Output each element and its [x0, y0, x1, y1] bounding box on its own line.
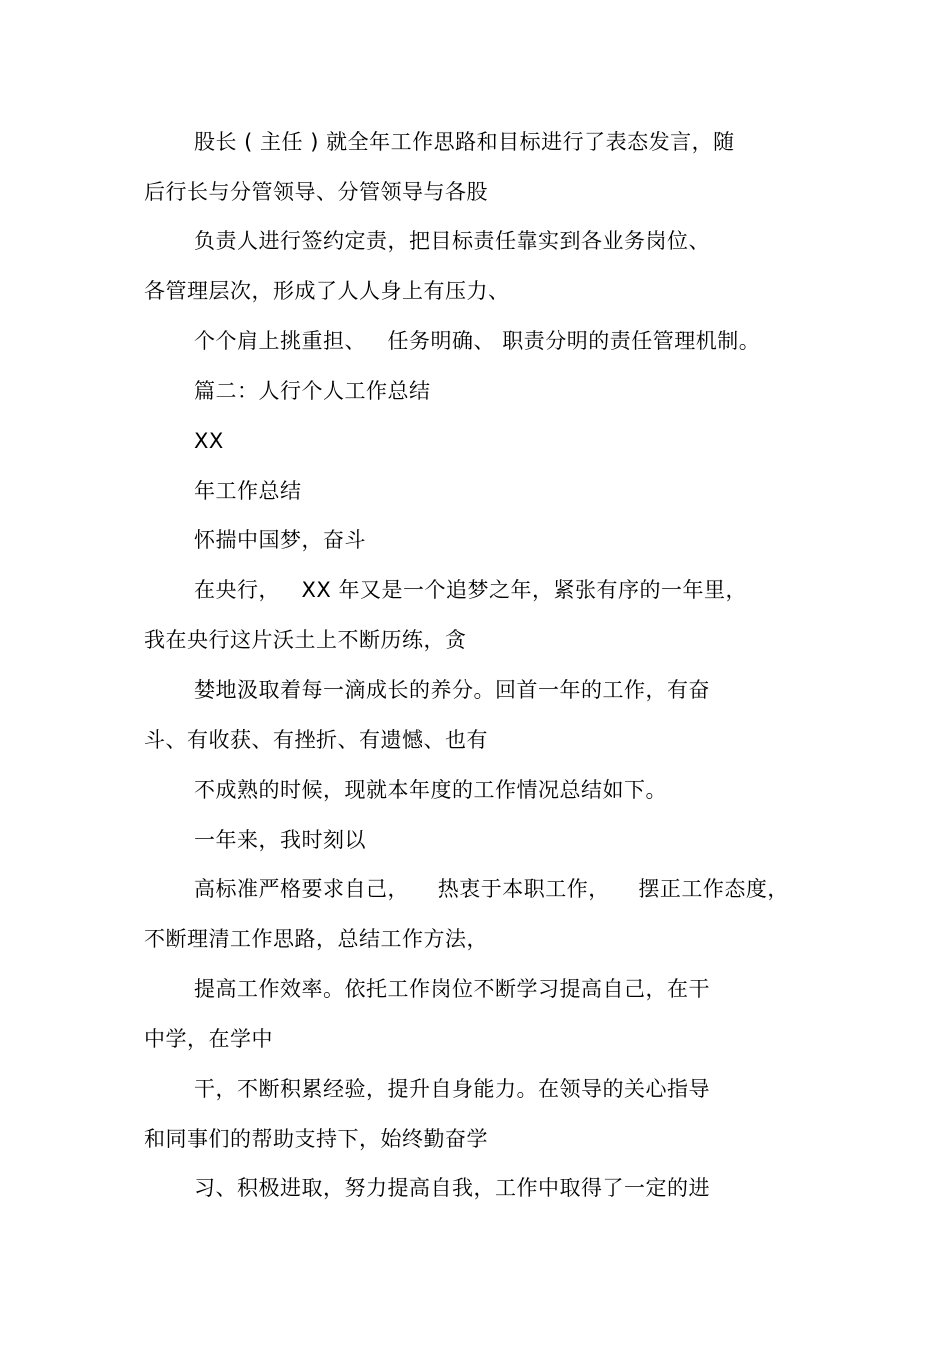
text-line-14: 不成熟的时候，现就本年度的工作情况总结如下。 [194, 778, 667, 802]
text-line-15: 一年来，我时刻以 [194, 828, 366, 852]
text-line-5: 个个肩上挑重担、 任务明确、 职责分明的责任管理机制。 [194, 329, 761, 353]
text-line-22: 习、积极进取，努力提高自我，工作中取得了一定的进 [194, 1176, 710, 1200]
text-line-1: 股长 ( 主任 ) 就全年工作思路和目标进行了表态发言，随 [194, 130, 735, 154]
text-line-10: 在央行， XX 年又是一个追梦之年，紧张有序的一年里， [194, 578, 747, 602]
text-line-18: 提高工作效率。依托工作岗位不断学习提高自己，在干 [194, 977, 710, 1001]
section-heading: 篇二：人行个人工作总结 [194, 379, 431, 403]
text-line-12: 婪地汲取着每一滴成长的养分。回首一年的工作，有奋 [194, 678, 710, 702]
text-line-8: 年工作总结 [194, 479, 302, 503]
text-line-17: 不断理清工作思路，总结工作方法， [144, 927, 488, 951]
text-line-9: 怀揣中国梦，奋斗 [194, 528, 366, 552]
text-line-21: 和同事们的帮助支持下，始终勤奋学 [144, 1127, 488, 1151]
text-line-16: 高标准严格要求自己， 热衷于本职工作， 摆正工作态度， [194, 877, 789, 901]
text-line-11: 我在央行这片沃土上不断历练，贪 [144, 628, 467, 652]
text-line-20: 干，不断积累经验，提升自身能力。在领导的关心指导 [194, 1077, 710, 1101]
text-line-7: XX [194, 429, 224, 453]
text-line-3: 负责人进行签约定责，把目标责任靠实到各业务岗位、 [194, 229, 710, 253]
text-line-19: 中学，在学中 [144, 1027, 273, 1051]
text-line-4: 各管理层次，形成了人人身上有压力、 [144, 279, 510, 303]
text-line-2: 后行长与分管领导、分管领导与各股 [144, 180, 488, 204]
text-line-13: 斗、有收获、有挫折、有遗憾、也有 [144, 728, 488, 752]
